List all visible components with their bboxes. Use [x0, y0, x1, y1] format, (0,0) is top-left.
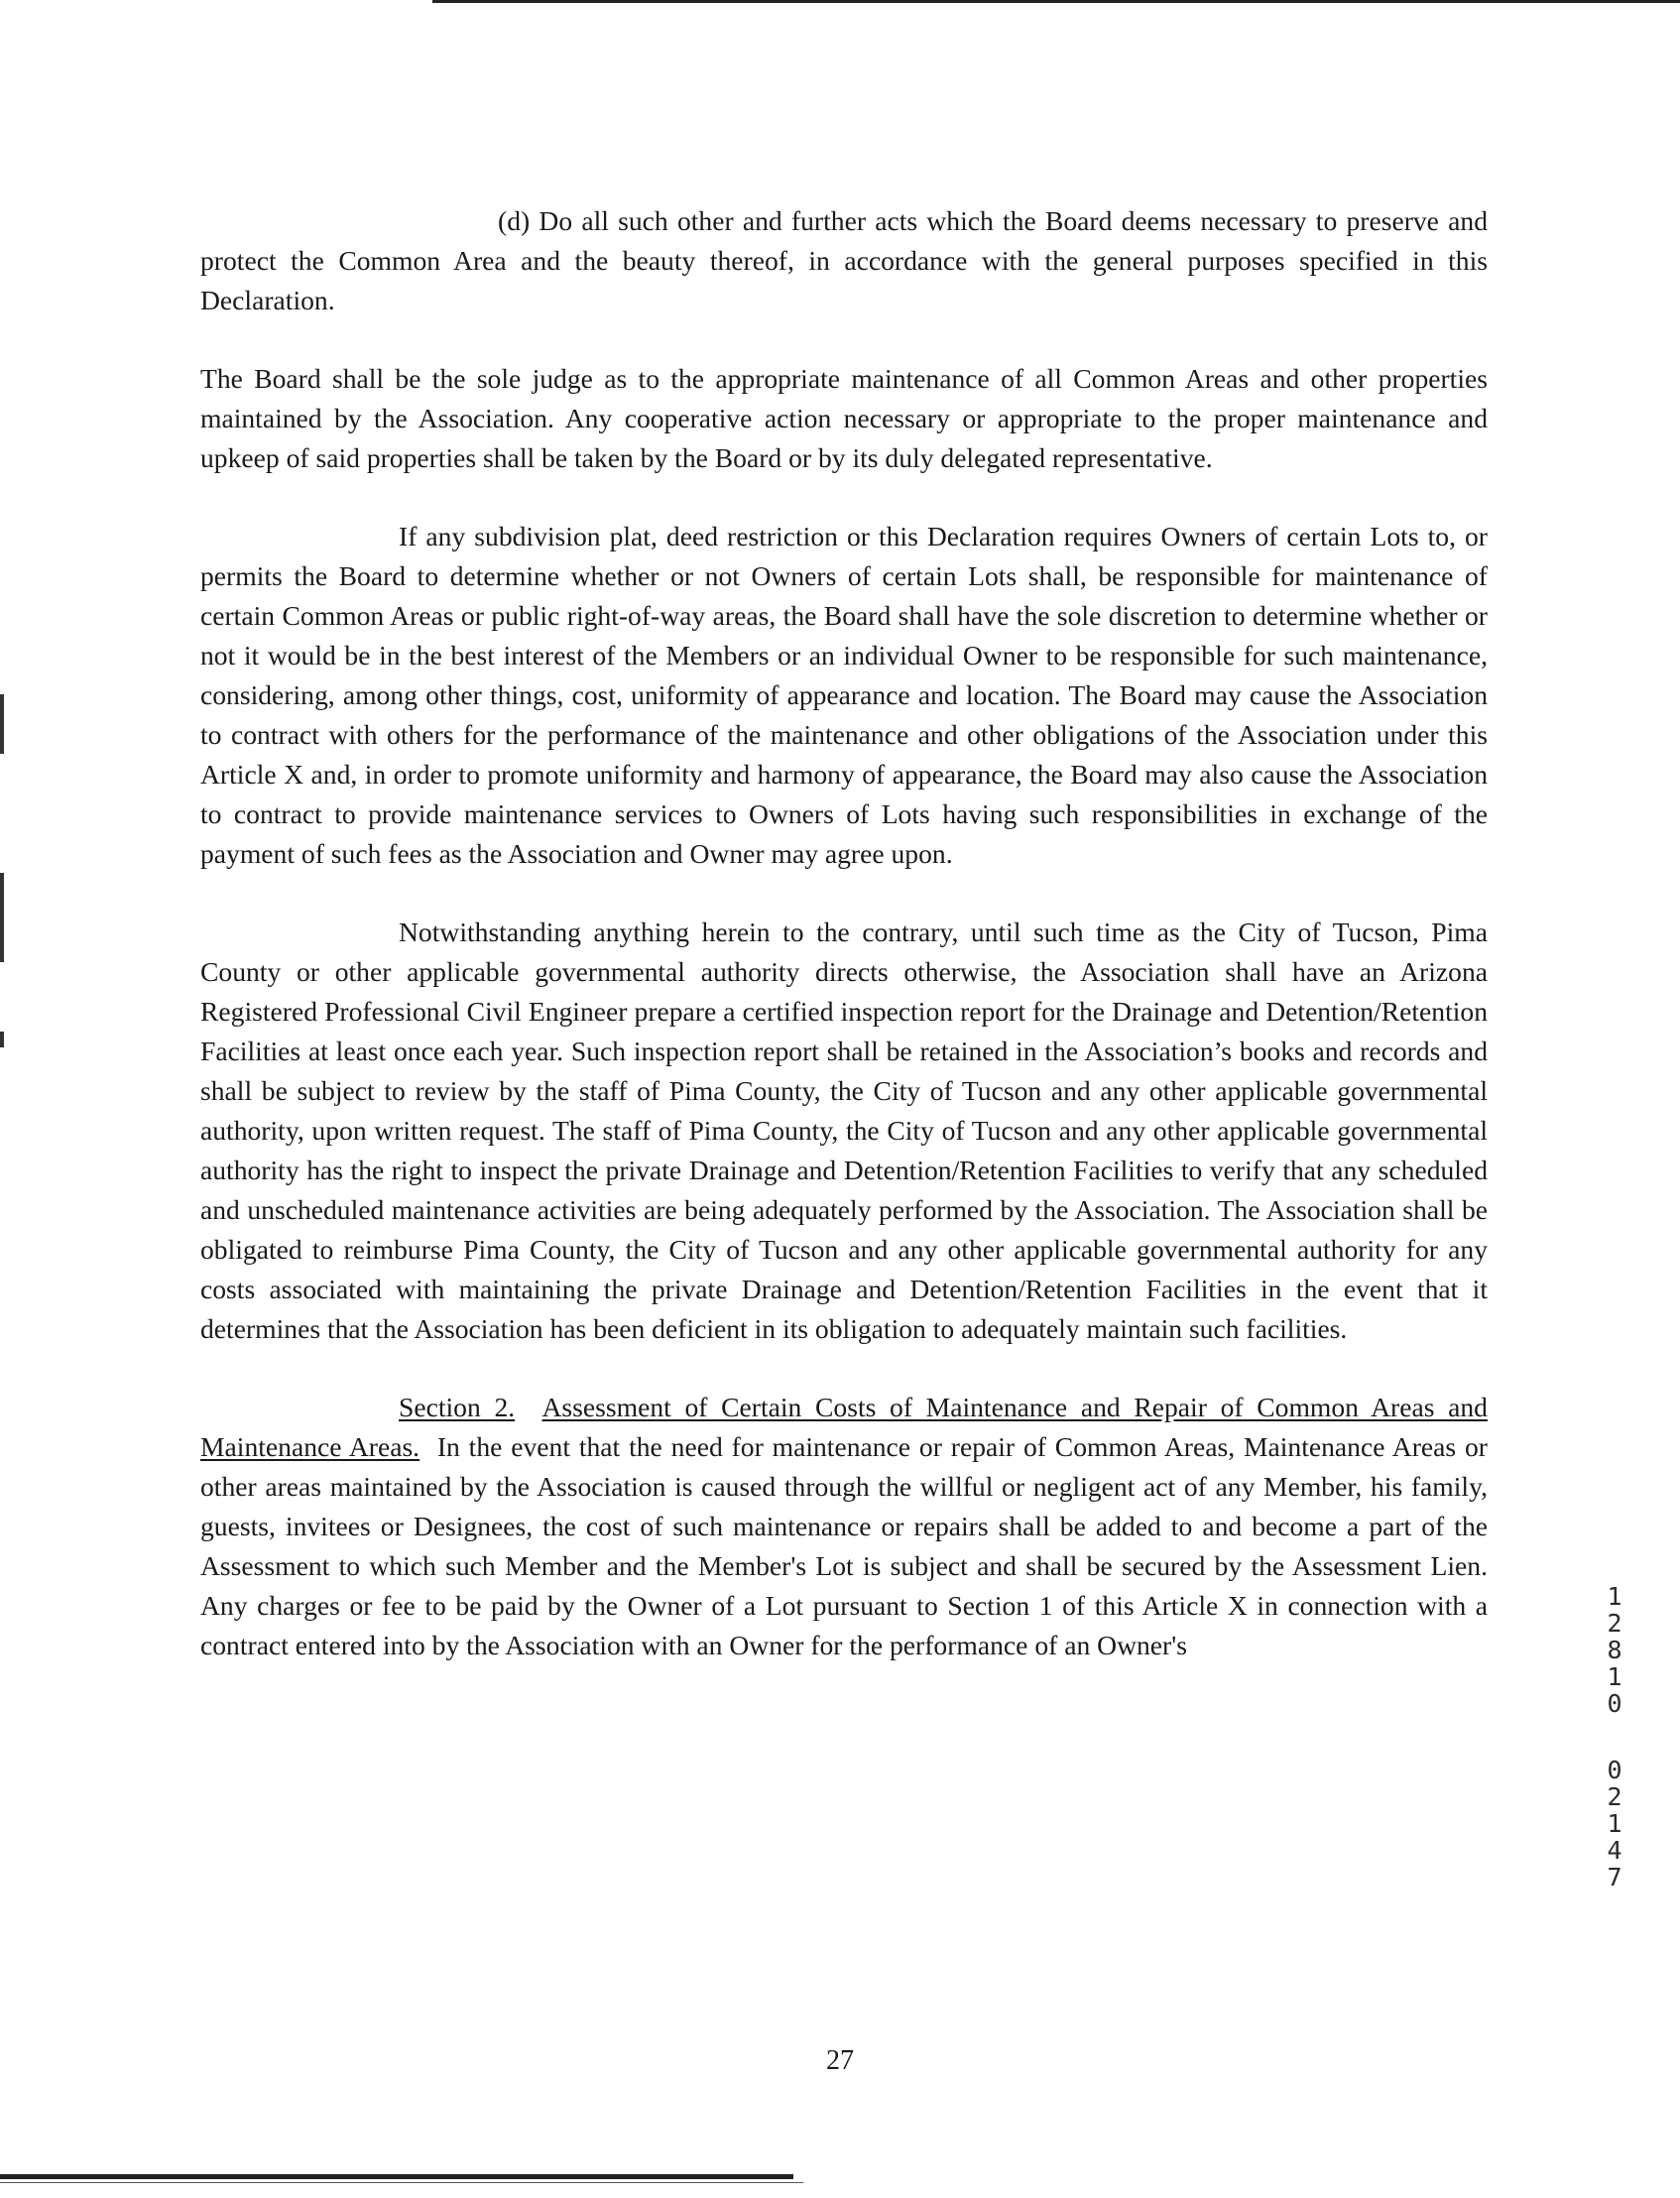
paragraph-board-judge: The Board shall be the sole judge as to the appropriate maintenance of all Common Areas and other properties maintained by the Association. Any cooperative action necessary or appropriate to the proper maintenance and upkeep of said properties shall be taken by the Board or by its duly delegated representative.: [200, 363, 1488, 473]
section-2-paragraph: [200, 1388, 1488, 1665]
scan-border-top: [432, 0, 1680, 3]
recording-stamp: [1601, 1583, 1628, 1891]
paragraph-subdivision-plat: If any subdivision plat, deed restriction or this Declaration requires Owners of certain Lots to, or permits the Board to determine whether or not Owners of certain Lots shall, be responsible for maintenance of certain Common Areas or public right-of-way areas, the Board shall have the sole discretion to determine whether or not it would be in the best interest of the Members or an individual Owner to be responsible for such maintenance, considering, among other things, cost, uniformity of appearance and location. The Board may cause the Association to contract with others for the performance of the maintenance and other obligations of the Association under this Article X and, in order to promote uniformity and harmony of appearance, the Board may also cause the Association to contract to provide maintenance services to Owners of Lots having such responsibilities in exchange of the payment of such fees as the Association and Owner may agree upon.: [200, 521, 1488, 869]
scan-edge-mark: [0, 873, 4, 962]
paragraph-notwithstanding: Notwithstanding anything herein to the contrary, until such time as the City of Tucson, Pima County or other applicable governmental authority directs otherwise, the Association shall have an Arizona Registered Professional Civil Engineer prepare a certified inspection report for the Drainage and Detention/Retention Facilities at least once each year. Such inspection report shall be retained in the Association’s books and records and shall be subject to review by the staff of Pima County, the City of Tucson and any other applicable governmental authority, upon written request. The staff of Pima County, the City of Tucson and any other applicable governmental authority has the right to inspect the private Drainage and Detention/Retention Facilities to verify that any scheduled and unscheduled maintenance activities are being adequately performed by the Association. The Association shall be obligated to reimburse Pima County, the City of Tucson and any other applicable governmental authority for any costs associated with maintaining the private Drainage and Detention/Retention Facilities in the event that it determines that the Association has been deficient in its obligation to adequately maintain such facilities.: [200, 916, 1488, 1344]
paragraph-d: (d) Do all such other and further acts which the Board deems necessary to preserve and protect the Common Area and the beauty thereof, in accordance with the general purposes specified in this Declaration.: [200, 205, 1488, 315]
section-2-body: In the event that the need for maintenance or repair of Common Areas, Maintenance Areas or other areas maintained by the Association is caused through the willful or negligent act of any Member, his family, guests, invitees or Designees, the cost of such maintenance or repairs shall be added to and become a part of the Assessment to which such Member and the Member's Lot is subject and shall be secured by the Assessment Lien. Any charges or fee to be paid by the Owner of a Lot pursuant to Section 1 of this Article X in connection with a contract entered into by the Association with an Owner for the performance of an Owner's: [200, 1431, 1488, 1660]
document-body: [200, 201, 1488, 1665]
section-2-heading: Assessment of Certain Costs of Maintenance and Repair of Common Areas and Maintenance Areas.: [200, 1392, 1488, 1462]
scan-border-bottom: [0, 2174, 793, 2179]
scan-border-bottom-thin: [0, 2182, 803, 2183]
recording-docket-number: 12810: [1607, 1582, 1622, 1718]
scan-edge-mark: [0, 694, 4, 754]
scan-edge-mark: [0, 1032, 4, 1047]
recording-page-number: 02147: [1607, 1756, 1622, 1892]
page-number: 27: [826, 2045, 854, 2076]
section-2-number: Section 2.: [399, 1392, 516, 1422]
